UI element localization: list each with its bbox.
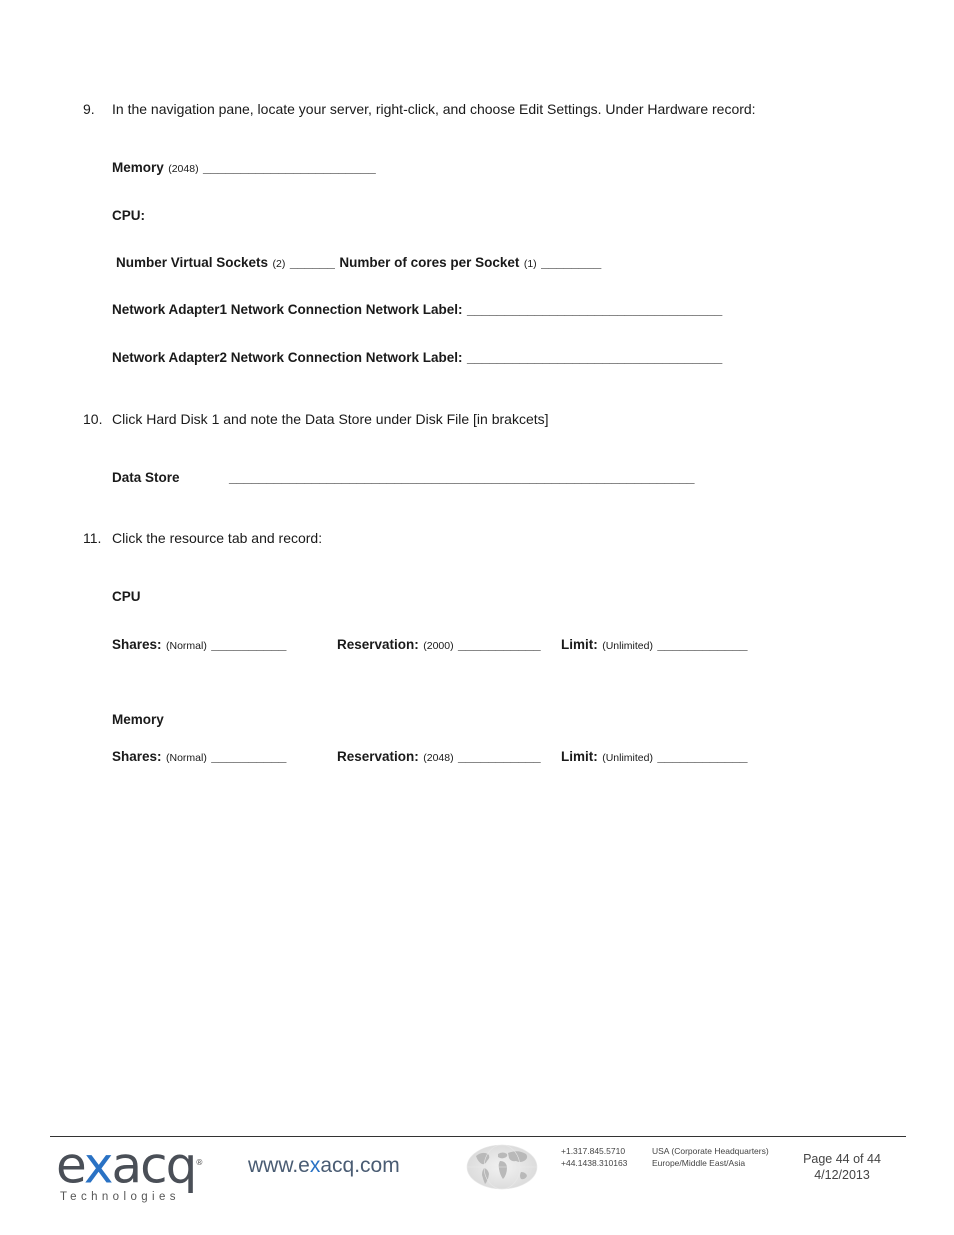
logo-subtitle: Technologies	[60, 1190, 180, 1203]
shares-label: Shares:	[112, 749, 162, 764]
adapter2-line	[112, 349, 722, 367]
limit-label: Limit:	[561, 637, 598, 652]
reservation-hint: (2000)	[423, 640, 454, 652]
memory-resource-heading: Memory	[112, 712, 164, 727]
region-europe: Europe/Middle East/Asia	[652, 1158, 746, 1168]
limit-hint: (Unlimited)	[602, 640, 653, 652]
memory-hint: (2048)	[168, 163, 199, 175]
cpu-sockets-line	[116, 254, 601, 272]
phone-numbers	[561, 1145, 627, 1169]
website-link[interactable]: www.exacq.com	[248, 1154, 400, 1177]
memory-field-line	[112, 159, 376, 177]
shares-blank[interactable]: __________	[211, 749, 287, 764]
phone-usa: +1.317.845.5710	[561, 1146, 626, 1156]
reservation-hint: (2048)	[423, 752, 454, 764]
cpu-resource-heading: CPU	[112, 589, 141, 604]
document-date: 4/12/2013	[814, 1168, 870, 1182]
reservation-blank[interactable]: ___________	[458, 637, 541, 652]
adapter1-blank[interactable]: __________________________________	[467, 302, 723, 317]
cpu-limit-field	[561, 636, 748, 654]
logo-wordmark: exacq®	[56, 1136, 202, 1195]
region-usa: USA (Corporate Headquarters)	[652, 1146, 769, 1156]
step-text: Click Hard Disk 1 and note the Data Store under Disk File [in brakcets]	[112, 411, 549, 427]
sockets-hint: (2)	[272, 258, 286, 270]
sockets-label: Number Virtual Sockets	[116, 255, 269, 270]
limit-label: Limit:	[561, 749, 598, 764]
limit-hint: (Unlimited)	[602, 752, 653, 764]
shares-blank[interactable]: __________	[211, 637, 287, 652]
memory-limit-field	[561, 748, 748, 766]
cpu-shares-field	[112, 636, 286, 654]
cpu-label: CPU:	[112, 208, 145, 223]
sockets-blank[interactable]: ______	[289, 255, 335, 270]
reservation-label: Reservation:	[337, 749, 419, 764]
office-regions	[652, 1145, 769, 1169]
step-text: Click the resource tab and record:	[112, 530, 323, 546]
reservation-label: Reservation:	[337, 637, 419, 652]
phone-europe: +44.1438.310163	[561, 1158, 628, 1168]
page-info	[790, 1151, 894, 1183]
shares-label: Shares:	[112, 637, 162, 652]
memory-blank[interactable]: _______________________	[203, 160, 376, 175]
page-number: Page 44 of 44	[803, 1152, 881, 1166]
adapter1-label: Network Adapter1 Network Connection Network Label:	[112, 302, 463, 317]
memory-label: Memory	[112, 160, 164, 175]
adapter2-label: Network Adapter2 Network Connection Network Label:	[112, 350, 463, 365]
step-number: 11.	[83, 530, 102, 546]
cores-blank[interactable]: ________	[541, 255, 602, 270]
limit-blank[interactable]: ____________	[657, 637, 748, 652]
datastore-blank[interactable]: ______________________________________________________________	[229, 470, 695, 485]
cpu-reservation-field	[337, 636, 541, 654]
adapter2-blank[interactable]: __________________________________	[467, 350, 723, 365]
reservation-blank[interactable]: ___________	[458, 749, 541, 764]
step-text: In the navigation pane, locate your server, right-click, and choose Edit Settings. Under Hardware record:	[112, 101, 756, 117]
datastore-label: Data Store	[112, 470, 180, 485]
globe-icon	[466, 1144, 538, 1190]
shares-hint: (Normal)	[165, 752, 207, 764]
cores-hint: (1)	[523, 258, 537, 270]
memory-shares-field	[112, 748, 286, 766]
cores-label: Number of cores per Socket	[339, 255, 520, 270]
shares-hint: (Normal)	[165, 640, 207, 652]
limit-blank[interactable]: ____________	[657, 749, 748, 764]
exacq-logo	[56, 1138, 201, 1203]
memory-reservation-field	[337, 748, 541, 766]
step-number: 9.	[83, 101, 95, 117]
adapter1-line	[112, 301, 722, 319]
step-number: 10.	[83, 411, 103, 427]
